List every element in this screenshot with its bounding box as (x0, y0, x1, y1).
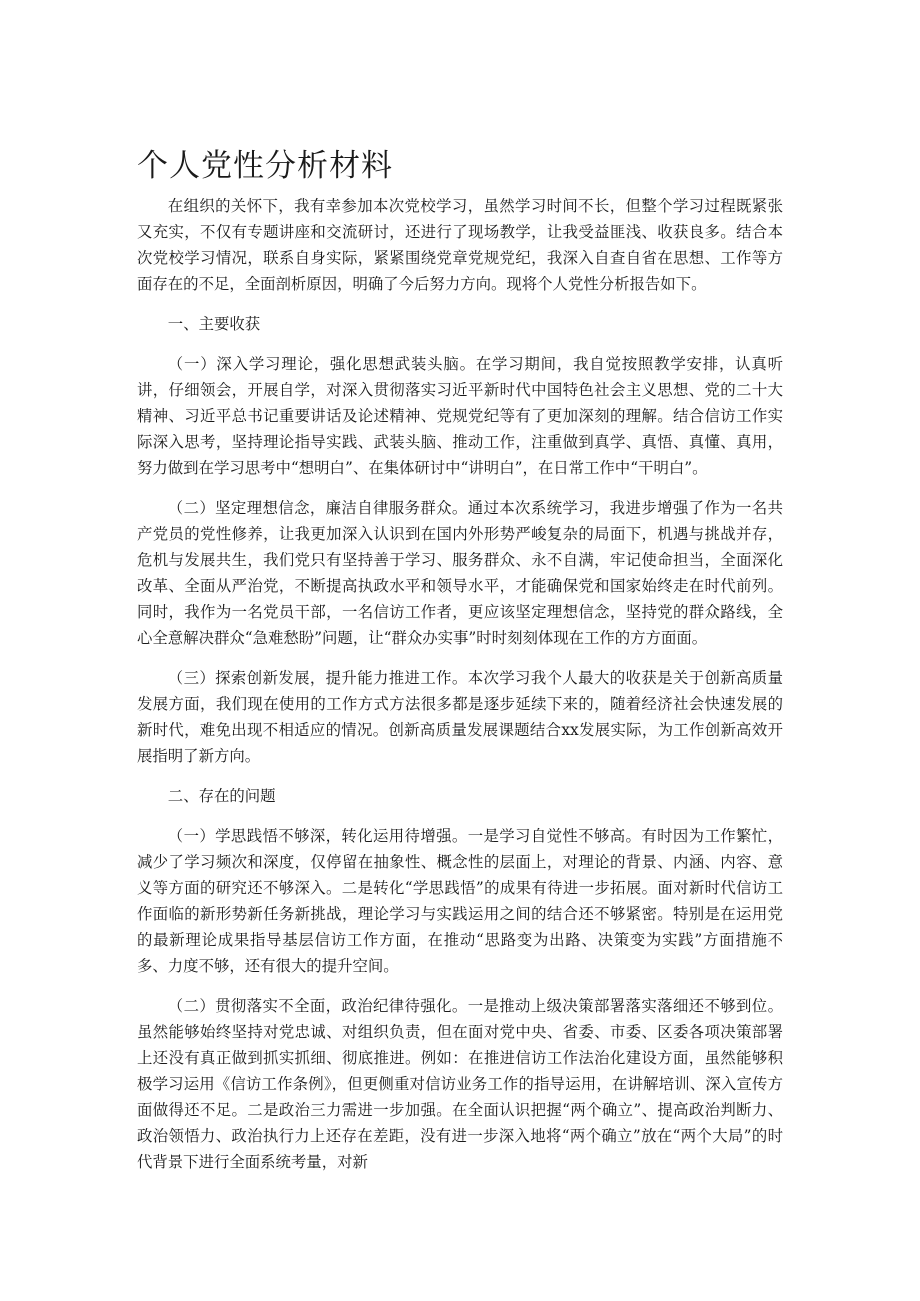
document-title: 个人党性分析材料 (137, 148, 393, 184)
document-body (137, 193, 783, 1189)
problems-paragraph-1: （一）学思践悟不够深，转化运用待增强。一是学习自觉性不够高。有时因为工作繁忙，减少了学习频次和深度，仅停留在抽象性、概念性的层面上，对理论的背景、内涵、内容、意义等方面的研究还不够深入。二是转化“学思践悟”的成果有待进一步拓展。面对新时代信访工作面临的新形势新任务新挑战，理论学习与实践运用之间的结合还不够紧密。特别是在运用党的最新理论成果指导基层信访工作方面，在推动“思路变为出路、决策变为实践”方面措施不多、力度不够，还有很大的提升空间。 (137, 827, 783, 975)
gains-paragraph-3: （三）探索创新发展，提升能力推进工作。本次学习我个人最大的收获是关于创新高质量发展方面，我们现在使用的工作方式方法很多都是逐步延续下来的，随着经济社会快速发展的新时代，难免出现不相适应的情况。创新高质量发展课题结合xx发展实际，为工作创新高效开展指明了新方向。 (137, 669, 783, 765)
problems-paragraph-2: （二）贯彻落实不全面，政治纪律待强化。一是推动上级决策部署落实落细还不够到位。虽然能够始终坚持对党忠诚、对组织负责，但在面对党中央、省委、市委、区委各项决策部署上还没有真正做到抓实抓细、彻底推进。例如：在推进信访工作法治化建设方面，虽然能够积极学习运用《信访工作条例》，但更侧重对信访业务工作的指导运用，在讲解培训、深入宣传方面做得还不足。二是政治三力需进一步加强。在全面认识把握“两个确立”、提高政治判断力、政治领悟力、政治执行力上还存在差距，没有进一步深入地将“两个确立”放在“两个大局”的时代背景下进行全面系统考量，对新 (137, 997, 783, 1171)
section-heading-problems: 二、存在的问题 (167, 787, 276, 805)
gains-paragraph-1: （一）深入学习理论，强化思想武装头脑。在学习期间，我自觉按照教学安排，认真听讲，仔细领会，开展自学，对深入贯彻落实习近平新时代中国特色社会主义思想、党的二十大精神、习近平总书记重要讲话及论述精神、党规党纪等有了更加深刻的理解。结合信访工作实际深入思考，坚持理论指导实践、武装头脑、推动工作，注重做到真学、真悟、真懂、真用，努力做到在学习思考中“想明白”、在集体研讨中“讲明白”，在日常工作中“干明白”。 (137, 355, 783, 477)
gains-paragraph-2: （二）坚定理想信念，廉洁自律服务群众。通过本次系统学习，我进步增强了作为一名共产党员的党性修养，让我更加深入认识到在国内外形势严峻复杂的局面下，机遇与挑战并存，危机与发展共生，我们党只有坚持善于学习、服务群众、永不自满，牢记使命担当，全面深化改革、全面从严治党，不断提高执政水平和领导水平，才能确保党和国家始终走在时代前列。同时，我作为一名党员干部，一名信访工作者，更应该坚定理想信念，坚持党的群众路线，全心全意解决群众“急难愁盼”问题，让“群众办实事”时时刻刻体现在工作的方方面面。 (137, 499, 783, 647)
intro-paragraph: 在组织的关怀下，我有幸参加本次党校学习，虽然学习时间不长，但整个学习过程既紧张又充实，不仅有专题讲座和交流研讨，还进行了现场教学，让我受益匪浅、收获良多。结合本次党校学习情况，联系自身实际，紧紧围绕党章党规党纪，我深入自查自省在思想、工作等方面存在的不足，全面剖析原因，明确了今后努力方向。现将个人党性分析报告如下。 (137, 197, 783, 293)
section-heading-main-gains: 一、主要收获 (167, 315, 261, 333)
